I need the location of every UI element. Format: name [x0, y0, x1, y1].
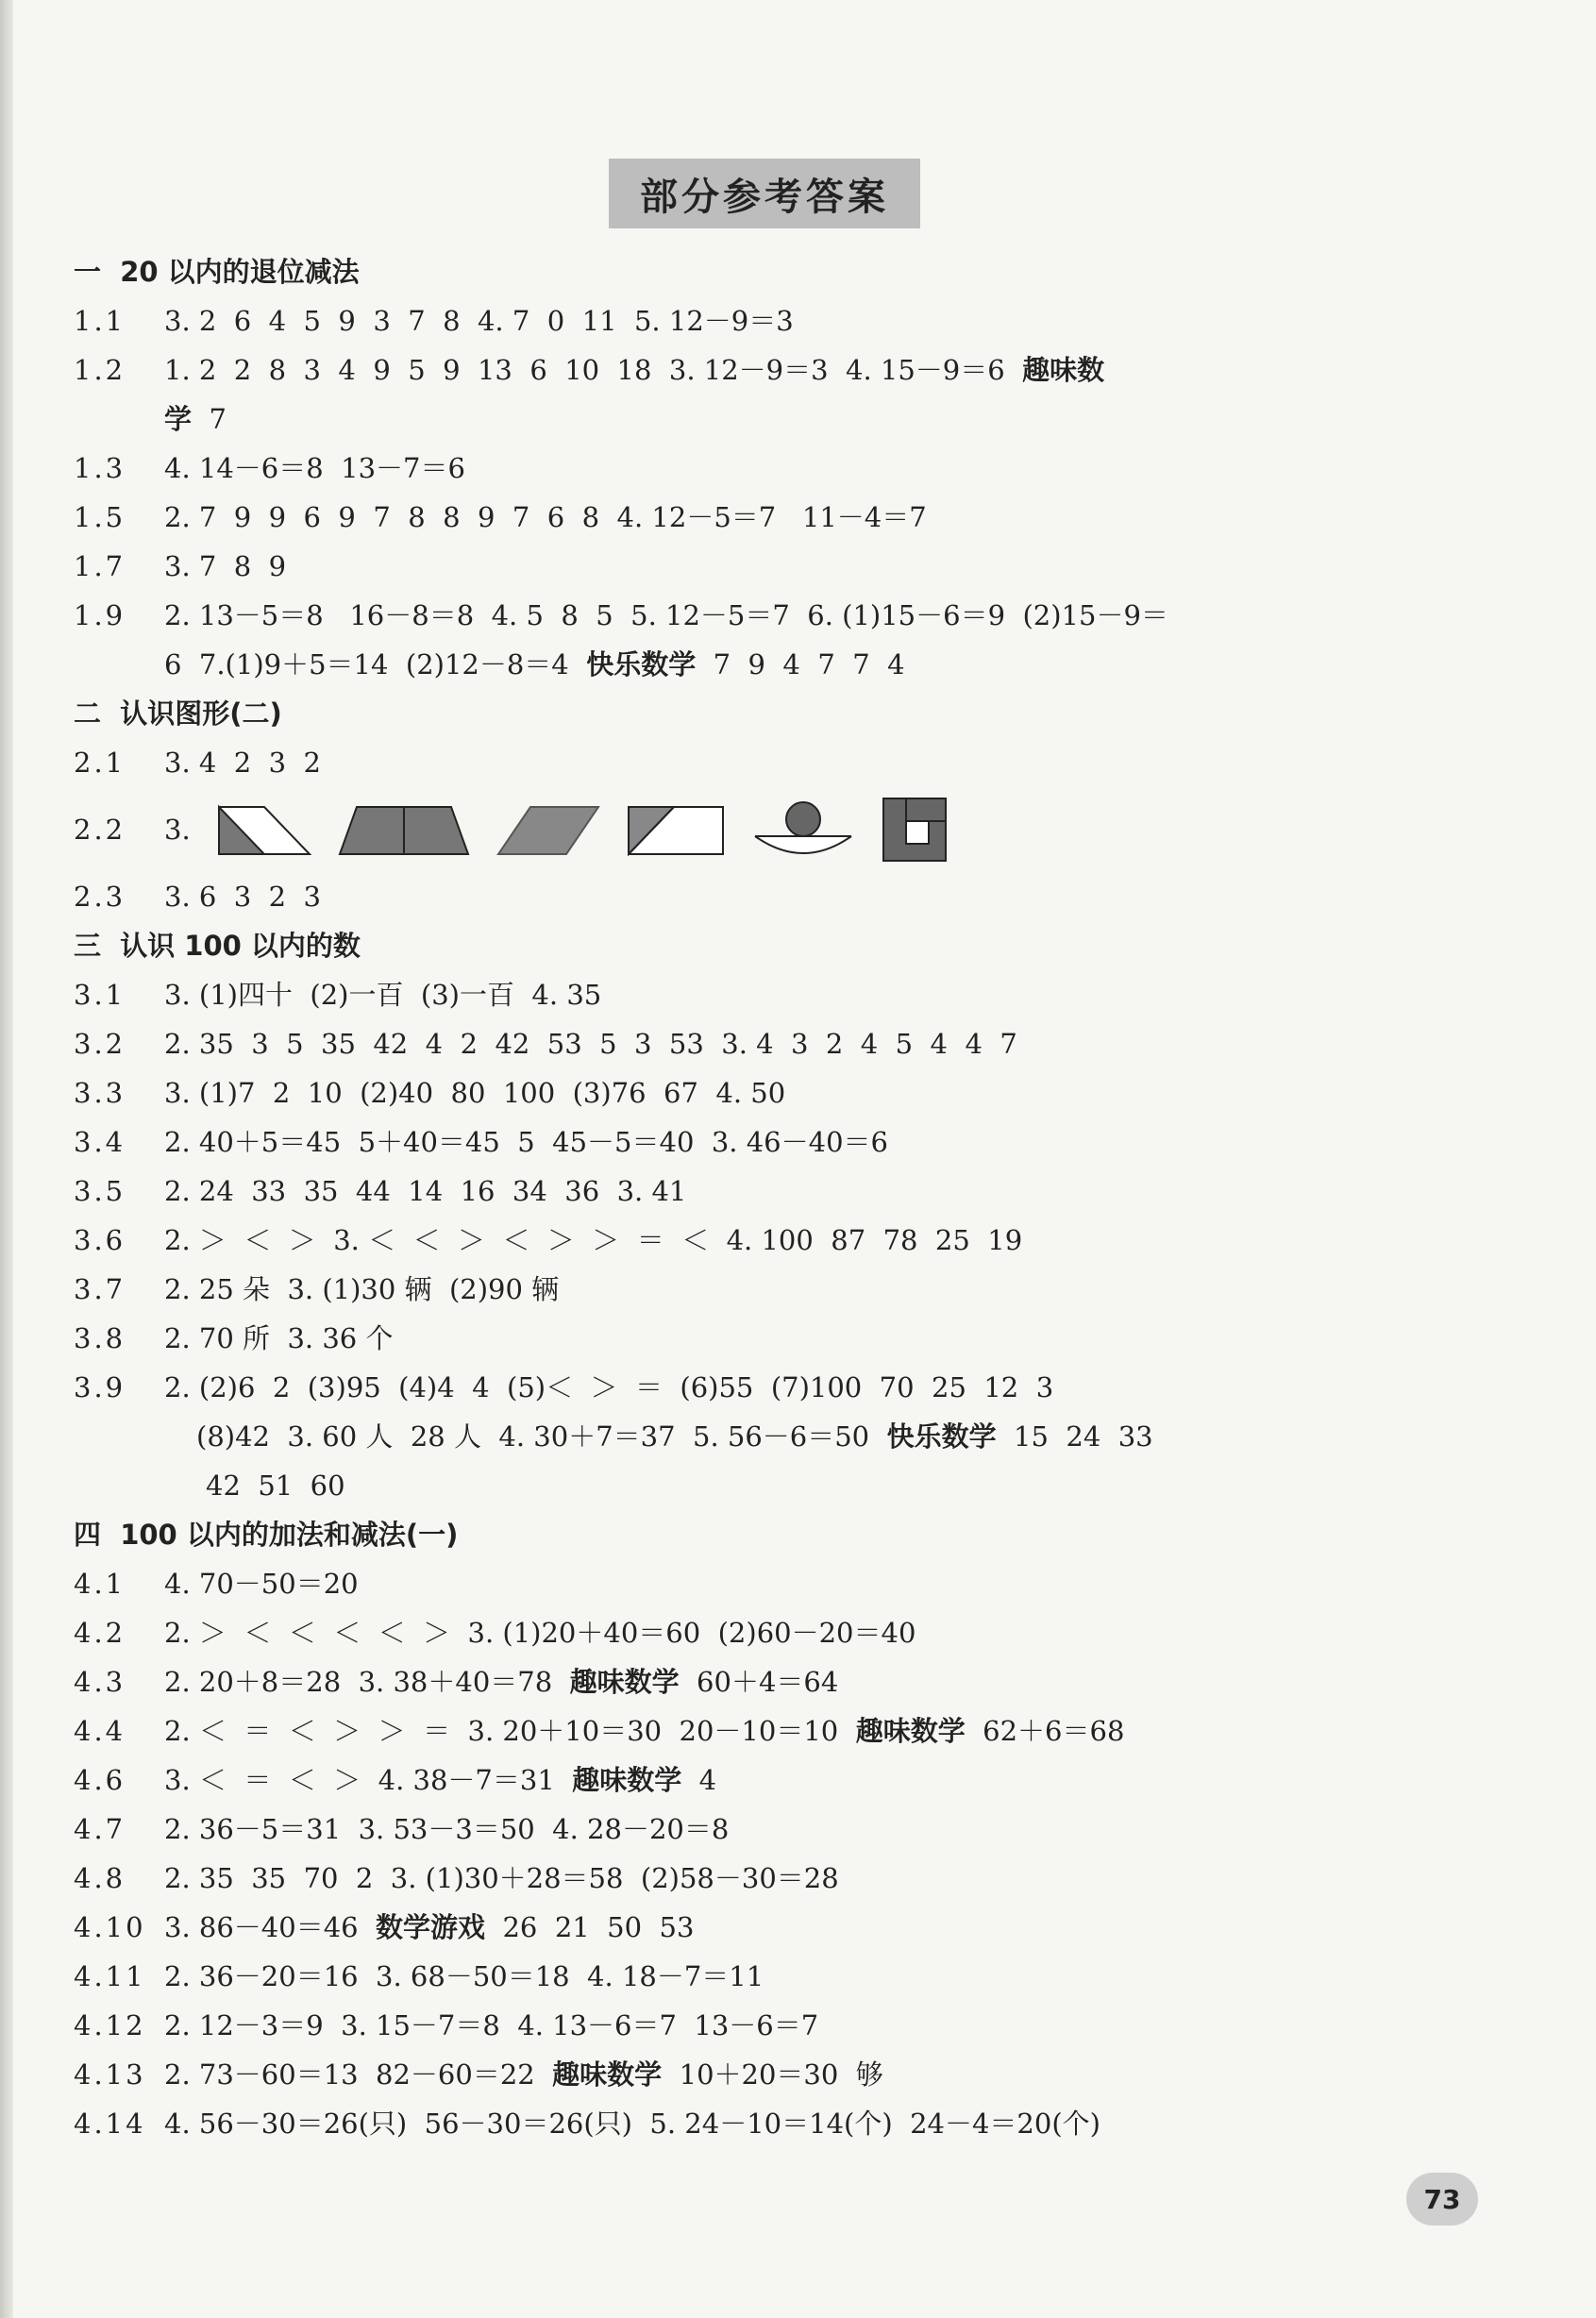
- answer-row: [74, 345, 1546, 395]
- row-text: 2. 70 所 3. 36 个: [164, 1322, 394, 1354]
- row-text: 6 7.(1)9＋5＝14 (2)12－8＝4: [164, 648, 587, 680]
- bold-label: 趣味数学: [569, 1666, 680, 1698]
- row-text: 62＋6＝68: [965, 1715, 1125, 1747]
- bold-label: 趣味数学: [572, 1764, 682, 1796]
- answer-row: [74, 1363, 1546, 1412]
- answer-row: [74, 1167, 1546, 1216]
- row-text: 15 24 33: [996, 1420, 1153, 1453]
- row-number: 3.4: [74, 1126, 126, 1158]
- row-text: 10＋20＝30 够: [662, 2058, 883, 2091]
- row-number: 1.1: [74, 305, 126, 337]
- row-text: (8)42 3. 60 人 28 人 4. 30＋7＝37 5. 56－6＝50: [196, 1420, 887, 1453]
- row-text: 2. 13－5＝8 16－8＝8 4. 5 8 5 5. 12－5＝7 6. (1)15－6＝9 (2)15－9＝: [164, 599, 1168, 631]
- section-heading-3: 三 认识 100 以内的数: [74, 930, 361, 962]
- answer-row: [74, 1706, 1546, 1755]
- row-text: 2. 35 3 5 35 42 4 2 42 53 5 3 53 3. 4 3 2 4 5 4 4 7: [164, 1028, 1017, 1060]
- answer-row: [74, 1755, 1546, 1805]
- row-number: 3.6: [74, 1224, 126, 1256]
- row-text: 4: [681, 1764, 717, 1796]
- answer-row-continued: [74, 1461, 1546, 1510]
- answer-row: [74, 1019, 1546, 1068]
- answer-row: [74, 1952, 1546, 2001]
- row-text: 4. 14－6＝8 13－7＝6: [164, 452, 465, 484]
- bold-label: 趣味数学: [552, 2058, 663, 2091]
- answer-row: [74, 2001, 1546, 2050]
- row-text: 2. 36－20＝16 3. 68－50＝18 4. 18－7＝11: [164, 1960, 764, 1992]
- row-text: 3. 4 2 3 2: [164, 747, 321, 779]
- bold-label: 趣味数: [1022, 354, 1105, 386]
- page-spine-shadow: [0, 0, 13, 2318]
- answer-row: [74, 1559, 1546, 1608]
- answer-row: [74, 2099, 1546, 2148]
- row-text: 2. 24 33 35 44 14 16 34 36 3. 41: [164, 1175, 687, 1207]
- row-text: 2. 40＋5＝45 5＋40＝45 5 45－5＝40 3. 46－40＝6: [164, 1126, 888, 1158]
- row-number: 1.5: [74, 501, 126, 533]
- bold-label: 快乐数学: [886, 1420, 997, 1453]
- bold-label: 快乐数学: [586, 648, 697, 680]
- answer-row: [74, 591, 1546, 640]
- row-text: 2. ＞ ＜ ＜ ＜ ＜ ＞ 3. (1)20＋40＝60 (2)60－20＝40: [164, 1617, 916, 1649]
- answer-row: [74, 1265, 1546, 1314]
- page-title: 部分参考答案: [609, 159, 920, 228]
- bold-label: 数学游戏: [376, 1911, 486, 1943]
- row-text: 2. ＞ ＜ ＞ 3. ＜ ＜ ＞ ＜ ＞ ＞ ＝ ＜ 4. 100 87 78 25 19: [164, 1224, 1023, 1256]
- answer-row: [74, 1657, 1546, 1706]
- answer-row: [74, 970, 1546, 1019]
- row-text: 2. 35 35 70 2 3. (1)30＋28＝58 (2)58－30＝28: [164, 1862, 839, 1894]
- answer-row-continued: [74, 1412, 1546, 1461]
- row-number: 4.14: [74, 2108, 146, 2140]
- row-number: 4.1: [74, 1568, 126, 1600]
- answer-row: [74, 1608, 1546, 1657]
- row-text: 3. 86－40＝46: [164, 1911, 377, 1943]
- row-number: 4.12: [74, 2009, 146, 2041]
- answer-row: [74, 1854, 1546, 1903]
- answer-row: [74, 1903, 1546, 1952]
- row-number: 4.6: [74, 1764, 126, 1796]
- answer-row-continued: [74, 395, 1546, 444]
- answer-row: [74, 738, 1546, 787]
- row-text: 2. 20＋8＝28 3. 38＋40＝78: [164, 1666, 570, 1698]
- row-number: 4.7: [74, 1813, 126, 1845]
- row-text: 2. 25 朵 3. (1)30 辆 (2)90 辆: [164, 1273, 560, 1305]
- row-number: 1.2: [74, 354, 126, 386]
- answer-row: [74, 1117, 1546, 1167]
- row-number: 1.7: [74, 550, 126, 582]
- answer-row: [74, 493, 1546, 542]
- section-heading-1: 一 20 以内的退位减法: [74, 256, 360, 288]
- row-text: 60＋4＝64: [679, 1666, 839, 1698]
- square-framed-shape: [882, 797, 948, 863]
- row-number: 3.2: [74, 1028, 126, 1060]
- row-text: 3. (1)四十 (2)一百 (3)一百 4. 35: [164, 979, 602, 1011]
- row-number: 3.1: [74, 979, 126, 1011]
- row-text: 1. 2 2 8 3 4 9 5 9 13 6 10 18 3. 12－9＝3 4. 15－9＝6: [164, 354, 1023, 386]
- row-number: 3.7: [74, 1273, 126, 1305]
- answer-row: [74, 444, 1546, 493]
- row-text: 26 21 50 53: [485, 1911, 695, 1943]
- answer-row: [74, 1068, 1546, 1117]
- row-number: 4.2: [74, 1617, 126, 1649]
- parallelogram-shaded-shape: [496, 803, 600, 856]
- row-text: 2. (2)6 2 (3)95 (4)4 4 (5)＜ ＞ ＝ (6)55 (7)100 70 25 12 3: [164, 1371, 1054, 1403]
- row-number: 3.8: [74, 1322, 126, 1354]
- bold-label: 趣味数学: [855, 1715, 966, 1747]
- row-text: 2. 36－5＝31 3. 53－3＝50 4. 28－20＝8: [164, 1813, 730, 1845]
- answer-row: [74, 1805, 1546, 1854]
- answer-row: [74, 542, 1546, 591]
- row-text: 2. ＜ ＝ ＜ ＞ ＞ ＝ 3. 20＋10＝30 20－10＝10: [164, 1715, 856, 1747]
- answer-row: [74, 2050, 1546, 2099]
- row-number: 1.3: [74, 452, 126, 484]
- circle-on-bowl-shape: [751, 800, 855, 859]
- row-text: 3. 2 6 4 5 9 3 7 8 4. 7 0 11 5. 12－9＝3: [164, 305, 794, 337]
- row-number: 4.11: [74, 1960, 146, 1992]
- row-number: 4.10: [74, 1911, 146, 1943]
- row-text: 2. 73－60＝13 82－60＝22: [164, 2058, 553, 2091]
- trapezoid-half-shaded-shape: [217, 803, 311, 856]
- row-text: 7 9 4 7 7 4: [696, 648, 905, 680]
- row-text: 2. 7 9 9 6 9 7 8 8 9 7 6 8 4. 12－5＝7 11－4＝7: [164, 501, 927, 533]
- trapezoid-shaded-shape: [338, 803, 470, 856]
- answer-row: [74, 296, 1546, 345]
- answer-row-continued: [74, 640, 1546, 689]
- row-text: 7: [192, 403, 227, 435]
- row-number: 2.1: [74, 747, 126, 779]
- row-number: 2.3: [74, 881, 126, 913]
- page-number: 73: [1406, 2173, 1478, 2226]
- row-text: 4. 70－50＝20: [164, 1568, 359, 1600]
- answer-row: [74, 872, 1546, 921]
- row-number: 4.8: [74, 1862, 126, 1894]
- row-text: 3. 7 8 9: [164, 550, 287, 582]
- row-number: 3.5: [74, 1175, 126, 1207]
- row-text: 4. 56－30＝26(只) 56－30＝26(只) 5. 24－10＝14(个) 24－4＝20(个): [164, 2108, 1100, 2140]
- section-heading-2: 二 认识图形(二): [74, 697, 282, 730]
- section-heading-4: 四 100 以内的加法和减法(一): [74, 1519, 459, 1551]
- row-number: 4.13: [74, 2058, 146, 2091]
- row-number: 2.2: [74, 814, 126, 846]
- row-number: 1.9: [74, 599, 126, 631]
- answer-row-shapes: [74, 787, 1546, 872]
- row-text: 3.: [164, 814, 191, 846]
- row-text: 42 51 60: [206, 1470, 345, 1502]
- rectangle-half-shaded-shape: [627, 803, 725, 856]
- row-number: 3.9: [74, 1371, 126, 1403]
- row-text: 2. 12－3＝9 3. 15－7＝8 4. 13－6＝7 13－6＝7: [164, 2009, 819, 2041]
- row-number: 3.3: [74, 1077, 126, 1109]
- answer-row: [74, 1216, 1546, 1265]
- row-text: 3. ＜ ＝ ＜ ＞ 4. 38－7＝31: [164, 1764, 573, 1796]
- row-text: 3. 6 3 2 3: [164, 881, 321, 913]
- bold-label: 学: [164, 403, 193, 435]
- answer-content: [74, 247, 1546, 2148]
- row-text: 3. (1)7 2 10 (2)40 80 100 (3)76 67 4. 50: [164, 1077, 786, 1109]
- answer-row: [74, 1314, 1546, 1363]
- row-number: 4.4: [74, 1715, 126, 1747]
- row-number: 4.3: [74, 1666, 126, 1698]
